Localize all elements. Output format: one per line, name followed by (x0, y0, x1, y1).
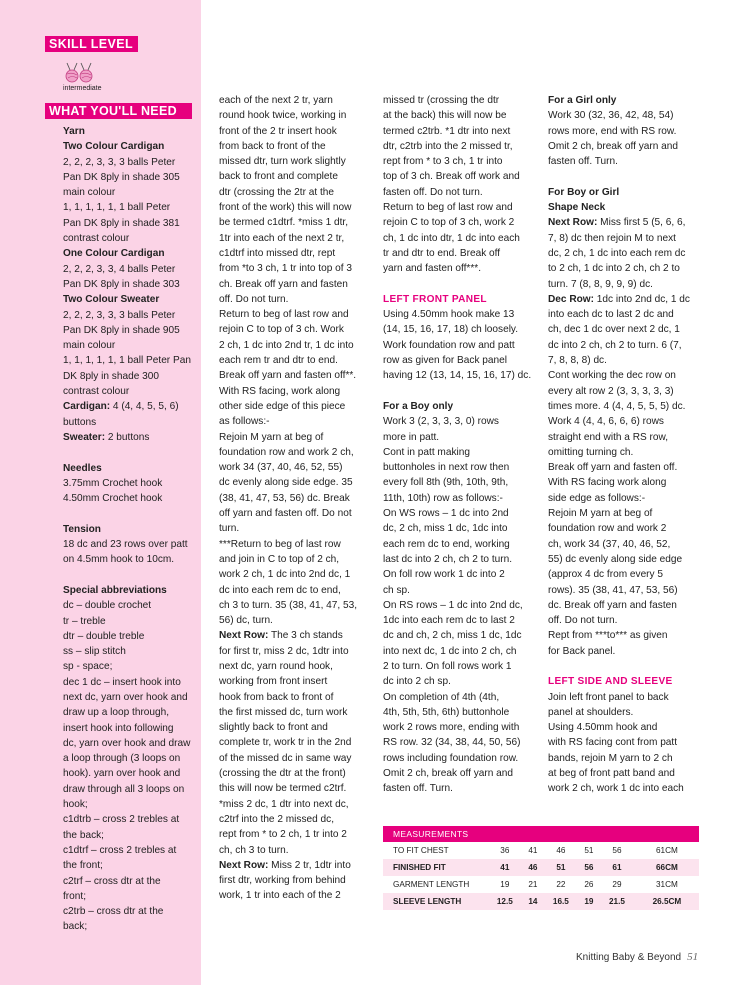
text-line: slightly back to front and (219, 722, 328, 734)
text-line: rept from * to 3 ch, 1 tr into (383, 156, 503, 168)
text-line: dc and ch, 2 ch, miss 1 dc, 1dc (383, 630, 522, 642)
text-line: Shape Neck (548, 202, 606, 214)
text-line (219, 628, 369, 643)
text-line: top of 3 ch. Break off work and (383, 171, 520, 183)
text-line: main colour (63, 340, 116, 352)
text-line: ch. Break off yarn and fasten (219, 278, 348, 290)
measurement-value: 61CM (655, 846, 678, 855)
measurement-value: 26 (584, 880, 594, 889)
text-line: every foll 8th (9th, 10th, 9th, (383, 477, 509, 489)
text-line: foundation row and work 2 (548, 523, 667, 535)
text-line: draw through all 3 loops on (63, 783, 185, 795)
measurement-value: 36 (500, 846, 510, 855)
text-line (63, 399, 201, 414)
text-line: Cont working the dec row on (548, 370, 676, 382)
text-line: On RS rows – 1 dc into 2nd dc, (383, 599, 523, 611)
text-line: Break off yarn and fasten off**. (219, 370, 357, 382)
text-line: this will now be termed c2trf. (219, 783, 347, 795)
text-line: straight end with a RS row, (548, 431, 669, 443)
text-line: Return to beg of last row and (219, 309, 349, 321)
text-line: dc. Break off yarn and fasten (548, 599, 677, 611)
text-line: c2trf – cross dtr at the (63, 875, 161, 887)
text-line: c1dtrf into missed dtr, rept (219, 247, 336, 259)
text-line: each rem tr and dtr to end. (219, 355, 338, 367)
text-line: Two Colour Cardigan (63, 141, 165, 153)
text-line: fasten off. Do not turn. (383, 186, 483, 198)
text-line: c2trb – cross dtr at the (63, 906, 164, 918)
text-line: rejoin C to top of 3 ch. Work (219, 324, 344, 336)
text-line: For a Boy only (383, 400, 454, 412)
text-line: termed c2trb. *1 dtr into next (383, 125, 511, 137)
text-line: 4.50mm Crochet hook (63, 493, 163, 505)
measurement-value: 19 (579, 893, 599, 910)
measurement-row (383, 893, 699, 910)
inline-label: Sweater: (63, 431, 106, 443)
text-line: dc – double crochet (63, 600, 152, 612)
text-line: On completion of 4th (4th, (383, 691, 500, 703)
text-line: Work 4 (4, 4, 6, 6, 6) rows (548, 416, 664, 428)
text-line: c2trf into the 2 missed dc, (219, 813, 335, 825)
text-line: ch, dec 1 dc over next 2 dc, 1 (548, 324, 680, 336)
text-line: into each dc to last 2 dc and (548, 309, 674, 321)
text-line: rows). 35 (38, 41, 47, 53, 56) (548, 584, 678, 596)
measurement-value: 22 (556, 880, 566, 889)
measurement-value: 56 (579, 859, 599, 876)
text-line: rept from * to 2 ch, 1 tr into 2 (219, 829, 347, 841)
text-line: Omit 2 ch, break off yarn and (548, 140, 678, 152)
measurement-value: 56 (612, 846, 622, 855)
text-line: front; (63, 890, 87, 902)
text-line (63, 430, 201, 445)
text-line: a loop through (3 loops on (63, 753, 181, 765)
text-line: (14, 15, 16, 17, 18) ch loosely. (383, 324, 519, 336)
blank-line (63, 506, 201, 521)
text-line: 1, 1, 1, 1, 1, 1 ball Peter (63, 202, 171, 214)
text-line: into next dc, 1 dc into 2 ch, ch (383, 645, 517, 657)
page-footer (576, 951, 698, 963)
text-line: ch sp. (383, 584, 410, 596)
inline-text: 2 buttons (105, 431, 150, 443)
measurement-row (383, 842, 699, 859)
text-line: tr – treble (63, 615, 106, 627)
text-line: bands, rejoin M yarn to 2 ch (548, 752, 673, 764)
text-line: work 2 ch, 1 dc into 2nd dc, 1 (219, 569, 351, 581)
text-line (219, 858, 369, 873)
measurement-value: 51 (584, 846, 594, 855)
text-line: c1dtrb – cross 2 trebles at (63, 814, 180, 826)
text-line: be termed c1dtrf. *miss 1 dtr, (219, 217, 349, 229)
text-line: 7, 8, 8, 8) dc. (548, 355, 607, 367)
inline-label: Dec Row: (548, 293, 594, 305)
section-heading: LEFT FRONT PANEL (383, 293, 487, 305)
text-line: Yarn (63, 126, 85, 137)
text-line: dtr – double treble (63, 630, 145, 642)
text-line: dc into 2 ch sp. (383, 676, 451, 688)
text-line: Pan DK 8ply in shade 905 (63, 324, 180, 336)
pattern-column-1 (219, 93, 369, 904)
measurement-value: 51 (543, 859, 579, 876)
text-line: dtr (crossing the 2tr at the (219, 186, 335, 198)
text-line: side edge as follows:- (548, 492, 646, 504)
text-line: Pan DK 8ply in shade 305 (63, 171, 180, 183)
text-line: Special abbreviations (63, 584, 167, 596)
pattern-column-2 (383, 93, 533, 797)
text-line: dc into 2 ch, ch 2 to turn. 6 (7, (548, 339, 682, 351)
text-line: Work 3 (2, 3, 3, 3, 0) rows (383, 416, 499, 428)
text-line: 2 ch, 1 dc into 2nd tr, 1 dc into (219, 339, 354, 351)
text-line: 1tr into each of the next 2 tr, (219, 232, 345, 244)
inline-text: 1dc into 2nd dc, 1 dc (594, 293, 690, 305)
measurement-value: 66CM (635, 859, 699, 876)
text-line: fasten off. Turn. (548, 156, 618, 168)
text-line: 2, 2, 2, 3, 3, 3 balls Peter (63, 309, 176, 321)
blank-line (63, 568, 201, 583)
text-line: 55) dc evenly along side edge (548, 553, 683, 565)
text-line: first dtr, working from behind (219, 875, 346, 887)
inline-label: Cardigan: (63, 401, 111, 413)
text-line: off. Do not turn. (548, 615, 618, 627)
text-line: front of the work) this will now (219, 202, 352, 214)
text-line: One Colour Cardigan (63, 248, 165, 260)
text-line: Join left front panel to back (548, 691, 669, 703)
text-line: 7, 8) dc then rejoin M to next (548, 232, 676, 244)
text-line: buttonholes in next row then (383, 462, 510, 474)
text-line: contrast colour (63, 233, 130, 245)
text-line: off. Do not turn. (219, 293, 289, 305)
text-line: contrast colour (63, 386, 130, 398)
text-line: ch, work 34 (37, 40, 46, 52, (548, 538, 671, 550)
text-line: ss – slip stitch (63, 646, 126, 658)
what-you-need-heading: WHAT YOU'LL NEED (45, 103, 192, 119)
text-line: dc into each rem dc to end, (219, 584, 341, 596)
text-line: at the back) this will now be (383, 110, 507, 122)
text-line: back; (63, 921, 88, 933)
text-line: rows more, end with RS row. (548, 125, 677, 137)
inline-text: 4 (4, 4, 5, 5, 6) (110, 401, 179, 413)
measurement-row (383, 859, 699, 876)
text-line: work 2 ch, work 1 dc into each (548, 783, 684, 795)
text-line: foundation row and work 2 ch, (219, 446, 354, 458)
text-line: 18 dc and 23 rows over patt (63, 539, 188, 551)
measurement-row (383, 876, 699, 893)
measurement-value: 61 (599, 859, 635, 876)
text-line: sp - space; (63, 661, 113, 673)
text-line: Omit 2 ch, break off yarn and (383, 768, 513, 780)
text-line: every alt row 2 (3, 3, 3, 3, 3) (548, 385, 674, 397)
measurements-title: MEASUREMENTS (383, 826, 699, 842)
skill-level-heading: SKILL LEVEL (45, 36, 138, 52)
text-line: Rept from ***to*** as given (548, 630, 668, 642)
text-line: RS row. 32 (34, 38, 44, 50, 56) (383, 737, 521, 749)
inline-text: Miss first 5 (5, 6, 6, (597, 217, 686, 229)
text-line: off yarn and fasten off. Do not (219, 508, 352, 520)
measurement-value: 31CM (655, 880, 678, 889)
text-line: For a Girl only (548, 95, 617, 106)
text-line: *miss 2 dc, 1 dtr into next dc, (219, 798, 349, 810)
text-line: from back to front of the (219, 140, 326, 152)
text-line: Pan DK 8ply in shade 381 (63, 217, 180, 229)
measurement-value: 46 (556, 846, 566, 855)
text-line: yarn and fasten off***. (383, 263, 482, 275)
text-line: and join in C to top of 2 ch, (219, 553, 340, 565)
text-line: dc, 2 ch, 1 dc into each rem dc (548, 247, 686, 259)
text-line: Using 4.50mm hook and (548, 722, 658, 734)
text-line: Break off yarn and fasten off. (548, 462, 678, 474)
text-line: panel at shoulders. (548, 706, 634, 718)
text-line: turn. 7 (8, 8, 9, 9, 9) dc. (548, 278, 653, 290)
text-line: work 34 (37, 40, 46, 52, 55) (219, 462, 343, 474)
text-line: On foll row work 1 dc into 2 (383, 569, 505, 581)
pattern-column-3 (548, 93, 698, 797)
text-line: of the missed dc in same way (219, 752, 352, 764)
page-number: 51 (687, 951, 699, 963)
text-line: dec 1 dc – insert hook into (63, 676, 181, 688)
publication-title: Knitting Baby & Beyond (576, 952, 682, 963)
text-line: the first missed dc, turn work (219, 706, 348, 718)
text-line: for first tr, miss 2 dc, 1dtr into (219, 645, 349, 657)
text-line: dc, yarn over hook and draw (63, 737, 191, 749)
text-line: round hook twice, working in (219, 110, 347, 122)
text-line: Two Colour Sweater (63, 294, 160, 306)
measurement-value: 46 (523, 859, 543, 876)
text-line (548, 292, 698, 307)
measurement-value: 21.5 (599, 893, 635, 910)
skill-level-value: intermediate (63, 85, 102, 92)
text-line: the back; (63, 829, 104, 841)
text-line: fasten off. Turn. (383, 783, 453, 795)
text-line: each rem dc to end, working (383, 538, 510, 550)
text-line: for Back panel. (548, 645, 616, 657)
text-line: tr and dtr to end. Break off (383, 247, 501, 259)
text-line: Pan DK 8ply in shade 303 (63, 278, 180, 290)
text-line: 11th, 10th) row as follows:- (383, 492, 503, 504)
text-line: (approx 4 dc from every 5 (548, 569, 664, 581)
text-line: insert hook into following (63, 722, 174, 734)
text-line: Return to beg of last row and (383, 202, 513, 214)
text-line: next dc, yarn round hook, (219, 660, 333, 672)
inline-text: Miss 2 tr, 1dtr into (268, 859, 351, 871)
text-line: row as given for Back panel (383, 355, 507, 367)
text-line: work 2 rows more, ending with (383, 722, 520, 734)
blank-line (548, 169, 698, 184)
text-line: DK 8ply in shade 300 (63, 370, 159, 382)
measurement-value: 29 (612, 880, 622, 889)
text-line: Work foundation row and patt (383, 339, 515, 351)
text-line: hook; (63, 799, 88, 811)
inline-label: Next Row: (548, 217, 598, 229)
text-line: at beg of front patt band and (548, 768, 675, 780)
measurement-label: SLEEVE LENGTH (383, 893, 487, 910)
measurement-value: 21 (528, 880, 538, 889)
measurement-value: 26.5CM (635, 893, 699, 910)
text-line: On WS rows – 1 dc into 2nd (383, 508, 509, 520)
text-line: Work 30 (32, 36, 42, 48, 54) (548, 110, 674, 122)
text-line: having 12 (13, 14, 15, 16, 17) dc. (383, 370, 532, 382)
text-line: Rejoin M yarn at beg of (548, 508, 653, 520)
text-line: (38, 41, 47, 53, 56) dc. Break (219, 492, 350, 504)
text-line: ch, ch 3 to turn. (219, 844, 289, 856)
yarn-balls-icon (64, 62, 94, 84)
text-line: Tension (63, 523, 101, 535)
text-line: c1dtrf – cross 2 trebles at (63, 844, 177, 856)
text-line (548, 215, 698, 230)
measurement-value: 12.5 (487, 893, 523, 910)
inline-label: Next Row: (219, 630, 269, 642)
measurement-value: 14 (523, 893, 543, 910)
text-line: hook from back to front of (219, 691, 334, 703)
text-line: more in patt. (383, 431, 440, 443)
text-line: each of the next 2 tr, yarn (219, 95, 333, 106)
text-line: 1dc into each rem dc to last 2 (383, 615, 515, 627)
text-line: Rejoin M yarn at beg of (219, 431, 324, 443)
text-line: 2, 2, 2, 3, 3, 3 balls Peter (63, 156, 176, 168)
measurements-table (383, 826, 699, 910)
text-line: 56) dc, turn. (219, 615, 273, 627)
measurement-value: 41 (528, 846, 538, 855)
text-line: 1, 1, 1, 1, 1, 1 ball Peter Pan (63, 355, 191, 367)
materials-column (63, 124, 201, 935)
text-line: Needles (63, 462, 102, 474)
text-line: With RS facing work along (548, 477, 667, 489)
text-line: Cont in patt making (383, 446, 470, 458)
measurement-label: GARMENT LENGTH (393, 880, 470, 889)
blank-line (383, 384, 533, 399)
text-line: on 4.5mm hook to 10cm. (63, 554, 175, 566)
text-line: For Boy or Girl (548, 186, 620, 198)
text-line: missed dtr, turn work slightly (219, 156, 346, 168)
text-line: ***Return to beg of last row (219, 538, 341, 550)
text-line: back to front and complete (219, 171, 338, 183)
inline-text: The 3 ch stands (268, 630, 343, 642)
measurement-value: 41 (487, 859, 523, 876)
text-line: rejoin C to top of 3 ch, work 2 (383, 217, 515, 229)
text-line: buttons (63, 416, 97, 428)
section-heading: LEFT SIDE AND SLEEVE (548, 676, 673, 688)
text-line: Using 4.50mm hook make 13 (383, 309, 515, 321)
text-line: 2, 2, 2, 3, 3, 4 balls Peter (63, 263, 176, 275)
text-line: as follows:- (219, 416, 270, 428)
text-line: the front; (63, 860, 103, 872)
blank-line (383, 277, 533, 292)
text-line: With RS facing, work along (219, 385, 341, 397)
text-line: with RS facing cont from patt (548, 737, 678, 749)
measurement-label: FINISHED FIT (383, 859, 487, 876)
measurement-value: 16.5 (543, 893, 579, 910)
text-line: rows including foundation row. (383, 752, 519, 764)
text-line: front of the 2 tr insert hook (219, 125, 337, 137)
text-line: hook). yarn over hook and (63, 768, 181, 780)
text-line: 2 to turn. On foll rows work 1 (383, 660, 512, 672)
text-line: last dc into 2 ch, ch 2 to turn. (383, 553, 513, 565)
text-line: main colour (63, 187, 116, 199)
text-line: next dc, yarn over hook and (63, 691, 188, 703)
text-line: 3.75mm Crochet hook (63, 477, 163, 489)
text-line: omitting turning ch. (548, 446, 634, 458)
text-line: (crossing the dtr at the front) (219, 768, 346, 780)
text-line: times more. 4 (4, 4, 5, 5, 5) dc. (548, 400, 686, 412)
text-line: dtr, c2trb into the 2 missed tr, (383, 140, 513, 152)
text-line: 4th, 5th, 5th, 6th) buttonhole (383, 706, 510, 718)
text-line: dc evenly along side edge. 35 (219, 477, 353, 489)
text-line: from *to 3 ch, 1 tr into top of 3 (219, 263, 352, 275)
text-line: complete tr, work tr in the 2nd (219, 737, 352, 749)
text-line: to 2 ch, 1 dc into 2 ch, ch 2 to (548, 263, 680, 275)
text-line: ch 3 to turn. 35 (38, 41, 47, 53, (219, 599, 358, 611)
text-line: work, 1 tr into each of the 2 (219, 890, 341, 902)
measurement-value: 19 (500, 880, 510, 889)
measurement-label: TO FIT CHEST (393, 846, 449, 855)
text-line: other side edge of this piece (219, 400, 346, 412)
text-line: dc, 2 ch, miss 1 dc, 1dc into (383, 523, 508, 535)
blank-line (63, 445, 201, 460)
text-line: turn. (219, 523, 240, 535)
inline-label: Next Row: (219, 859, 269, 871)
blank-line (548, 659, 698, 674)
text-line: working from front insert (219, 676, 328, 688)
text-line: draw up a loop through, (63, 707, 170, 719)
text-line: missed tr (crossing the dtr (383, 95, 500, 106)
text-line: ch, 1 dc into dtr, 1 dc into each (383, 232, 520, 244)
